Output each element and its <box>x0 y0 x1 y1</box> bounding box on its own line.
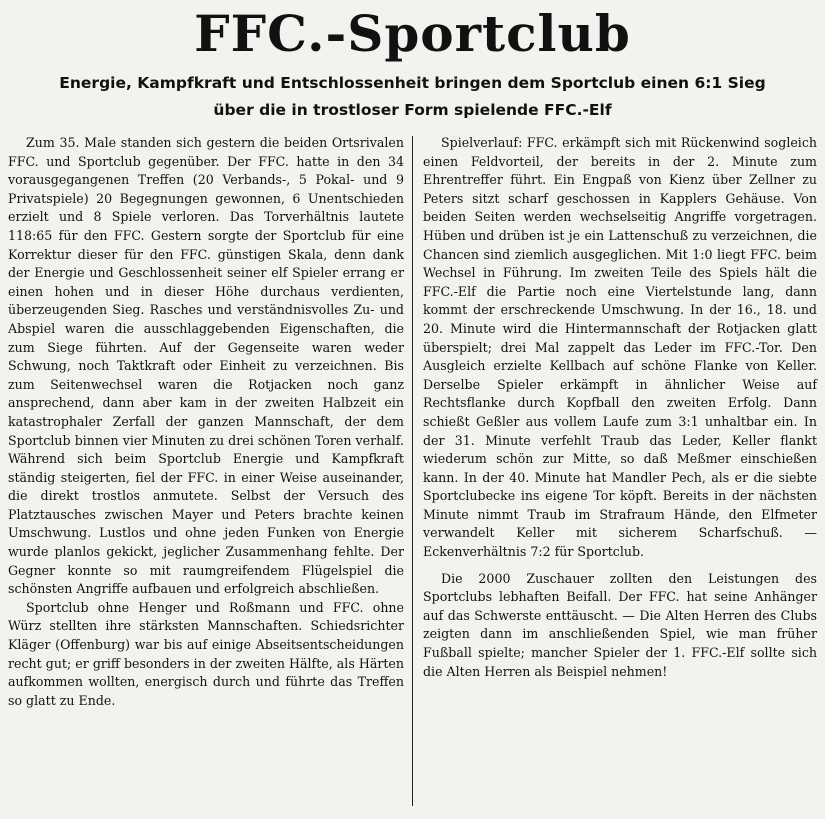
subheadline-line-2: über die in trostloser Form spielende FFC.-Elf <box>213 101 612 119</box>
left-paragraph-1: Zum 35. Male standen sich gestern die beiden Ortsrivalen FFC. und Sportclub gegenüber. Der FFC. hatte in den 34 vorausgegangenen Treffen (20 Verbands-, 5 Pokal- und 9 Privatspiele) 20 Begegnungen gewonnen, 6 Unentschieden erzielt und 8 Spiele verloren. Das Torverhältnis lautete 118:65 für den FFC. Gestern sorgte der Sportclub für eine Korrektur dieser für den FFC. günstigen Skala, denn dank der Energie und Geschlossenheit seiner elf Spieler errang er einen hohen und in dieser Höhe durchaus verdienten, überzeugenden Sieg. Rasches und verständnisvolles Zu- und Abspiel waren die ausschlaggebenden Eigenschaften, die zum Siege führten. Auf der Gegenseite waren weder Schwung, noch Taktkraft oder Einheit zu verzeichnen. Bis zum Seitenwechsel waren die Rotjacken noch ganz ansprechend, dann aber kam in der zweiten Halbzeit ein katastrophaler Zerfall der ganzen Mannschaft, der dem Sportclub binnen vier Minuten zu drei schönen Toren verhalf. Während sich beim Sportclub Energie und Kampfkraft ständig steigerten, fiel der FFC. in einer Weise auseinander, die direkt trostlos anmutete. Selbst der Versuch des Platztausches zwischen Mayer und Peters brachte keinen Umschwung. Lustlos und ohne jeden Funken von Energie wurde planlos gekickt, jeglicher Zusammenhang fehlte. Der Gegner konnte so mit raumgreifendem Flügelspiel die schönsten Angriffe aufbauen und erfolgreich abschließen. <box>8 135 404 597</box>
article-headline: FFC.-Sportclub <box>194 4 631 63</box>
subheadline-line-1: Energie, Kampfkraft und Entschlossenheit bringen dem Sportclub einen 6:1 Sieg <box>59 74 766 92</box>
article-columns <box>8 134 817 806</box>
right-paragraph-2: Die 2000 Zuschauer zollten den Leistungen des Sportclubs lebhaften Beifall. Der FFC. hat seine Anhänger auf das Schwerste enttäuscht. — Die Alten Herren des Clubs zeigten dann im anschließenden Spiel, wie man früher Fußball spielte; mancher Spieler der 1. FFC.-Elf sollte sich die Alten Herren als Beispiel nehmen! <box>423 570 817 679</box>
right-column <box>413 134 817 806</box>
right-paragraph-1: Spielverlauf: FFC. erkämpft sich mit Rückenwind sogleich einen Feldvorteil, der bereits in der 2. Minute zum Ehrentreffer führt. Ein Engpaß von Kienz über Zellner zu Peters sitzt scharf geschossen in Kapplers Gehäuse. Von beiden Seiten werden wechselseitig Angriffe vorgetragen. Hüben und drüben ist je ein Lattenschuß zu verzeichnen, die Chancen sind ziemlich ausgeglichen. Mit 1:0 liegt FFC. beim Wechsel in Führung. Im zweiten Teile des Spiels hält die FFC.-Elf die Partie noch eine Viertelstunde lang, dann kommt der erschreckende Umschwung. In der 16., 18. und 20. Minute wird die Hintermannschaft der Rotjacken glatt überspielt; drei Mal zappelt das Leder im FFC.-Tor. Den Ausgleich erzielte Kellbach auf schöne Flanke von Keller. Derselbe Spieler erkämpft in ähnlicher Weise auf Rechtsflanke durch Kopfball den zweiten Erfolg. Dann schießt Geßler aus vollem Laufe zum 3:1 unhaltbar ein. In der 31. Minute verfehlt Traub das Leder, Keller flankt wiederum schön zur Mitte, so daß Meßmer einschießen kann. In der 40. Minute hat Mandler Pech, als er die siebte Sportclubecke ins eigene Tor köpft. Bereits in der nächsten Minute nimmt Traub im Strafraum Hände, den Elfmeter verwandelt Keller mit sicherem Scharfschuß. — Eckenverhältnis 7:2 für Sportclub. <box>423 135 817 560</box>
left-paragraph-2: Sportclub ohne Henger und Roßmann und FFC. ohne Würz stellten ihre stärksten Mannschaften. Schiedsrichter Kläger (Offenburg) war bis auf einige Abseitsentscheidungen recht gut; er griff besonders in der zweiten Hälfte, als Härten aufkommen wollten, energisch durch und führte das Treffen so glatt zu Ende. <box>8 599 404 708</box>
left-column <box>8 134 412 806</box>
article-subheadline <box>8 70 817 124</box>
